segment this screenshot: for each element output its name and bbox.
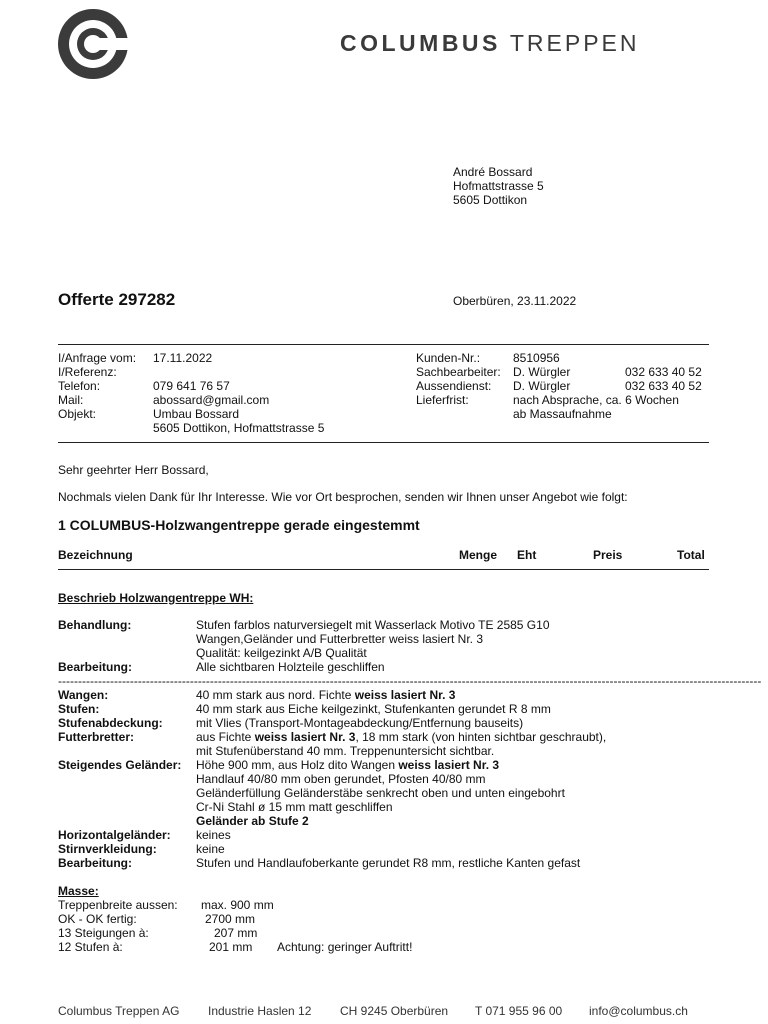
futterbretter-label: Futterbretter:: [58, 730, 135, 744]
info-label: Lieferfrist:: [416, 393, 469, 407]
info-value: D. Würgler: [513, 365, 571, 379]
item-title: 1 COLUMBUS-Holzwangentreppe gerade eingestemmt: [58, 517, 420, 533]
offer-title: Offerte 297282: [58, 290, 176, 309]
columbus-logo: [57, 8, 129, 80]
col-eht: Eht: [517, 548, 537, 562]
masse-note: Achtung: geringer Auftritt!: [277, 940, 413, 954]
horizontal-value: keines: [196, 828, 231, 842]
behandlung-line: Stufen farblos naturversiegelt mit Wasserlack Motivo TE 2585 G10: [196, 618, 550, 632]
masse-value: max. 900 mm: [201, 898, 274, 912]
info-label: Kunden-Nr.:: [416, 351, 481, 365]
futter-text-post: , 18 mm stark (von hinten sichtbar geschraubt),: [355, 730, 607, 744]
masse-label: OK - OK fertig:: [58, 912, 137, 926]
info-label: Mail:: [58, 393, 84, 407]
info-value: D. Würgler: [513, 379, 571, 393]
footer-city: CH 9245 Oberbüren: [340, 1004, 449, 1018]
info-value: 17.11.2022: [153, 351, 213, 365]
masse-label: 13 Steigungen à:: [58, 926, 149, 940]
divider-top: [58, 344, 709, 345]
col-menge: Menge: [459, 548, 498, 562]
info-phone: 032 633 40 52: [625, 365, 702, 379]
info-label: Aussendienst:: [416, 379, 492, 393]
gelaender-value: [196, 758, 499, 772]
gelaender-text: Höhe 900 mm, aus Holz dito Wangen: [196, 758, 399, 772]
masse-label: Treppenbreite aussen:: [58, 898, 178, 912]
futter-text: aus Fichte: [196, 730, 255, 744]
info-value: 8510956: [513, 351, 560, 365]
info-value-email[interactable]: abossard@gmail.com: [153, 393, 270, 407]
stufen-value: 40 mm stark aus Eiche keilgezinkt, Stufenkanten gerundet R 8 mm: [196, 702, 551, 716]
col-bezeichnung: Bezeichnung: [58, 548, 133, 562]
col-total: Total: [677, 548, 705, 562]
col-preis: Preis: [593, 548, 623, 562]
footer-phone: T 071 955 96 00: [475, 1004, 563, 1018]
gelaender-line: Geländerfüllung Geländerstäbe senkrecht oben und unten eingebohrt: [196, 786, 565, 800]
gelaender-bold: weiss lasiert Nr. 3: [398, 758, 500, 772]
gelaender-label: Steigendes Geländer:: [58, 758, 182, 772]
masse-value: 207 mm: [214, 926, 258, 940]
futterbretter-line2: mit Stufenüberstand 40 mm. Treppenuntersicht sichtbar.: [196, 744, 495, 758]
info-value: nach Absprache, ca. 6 Wochen: [513, 393, 679, 407]
bearbeitung2-value: Stufen und Handlaufoberkante gerundet R8 mm, restliche Kanten gefast: [196, 856, 581, 870]
behandlung-label: Behandlung:: [58, 618, 132, 632]
wangen-text: 40 mm stark aus nord. Fichte: [196, 688, 355, 702]
salutation: Sehr geehrter Herr Bossard,: [58, 463, 209, 477]
info-value: ab Massaufnahme: [513, 407, 612, 421]
wangen-value: [196, 688, 455, 702]
bearbeitung-value: Alle sichtbaren Holzteile geschliffen: [196, 660, 385, 674]
masse-title: Masse:: [58, 884, 99, 898]
separator-dashes: --------------------------------------------------------------------------------------------------------------------------------------------------------------------------------: [58, 674, 762, 688]
stufenabdeckung-value: mit Vlies (Transport-Montageabdeckung/Entfernung bauseits): [196, 716, 524, 730]
section-title: Beschrieb Holzwangentreppe WH:: [58, 591, 254, 605]
futterbretter-value: [196, 730, 606, 744]
stirn-value: keine: [196, 842, 225, 856]
recipient-name: André Bossard: [453, 165, 533, 179]
wangen-label: Wangen:: [58, 688, 109, 702]
divider-table: [58, 569, 709, 570]
masse-value: 201 mm: [209, 940, 253, 954]
brand-wordmark: [340, 30, 640, 57]
bearbeitung2-label: Bearbeitung:: [58, 856, 133, 870]
behandlung-line: Qualität: keilgezinkt A/B Qualität: [196, 646, 367, 660]
divider-info: [58, 442, 709, 443]
stufen-label: Stufen:: [58, 702, 100, 716]
masse-value: 2700 mm: [205, 912, 256, 926]
footer-company: Columbus Treppen AG: [58, 1004, 180, 1018]
info-value: 079 641 76 57: [153, 379, 230, 393]
info-label: Objekt:: [58, 407, 97, 421]
info-label: I/Anfrage vom:: [58, 351, 137, 365]
stirn-label: Stirnverkleidung:: [58, 842, 157, 856]
brand-light: TREPPEN: [509, 30, 640, 56]
recipient-street: Hofmattstrasse 5: [453, 179, 544, 193]
bearbeitung-label: Bearbeitung:: [58, 660, 133, 674]
brand-bold: COLUMBUS: [340, 30, 501, 56]
info-label: Telefon:: [58, 379, 101, 393]
intro-text: Nochmals vielen Dank für Ihr Interesse. Wie vor Ort besprochen, senden wir Ihnen unser Angebot wie folgt:: [58, 490, 628, 504]
behandlung-line: Wangen,Geländer und Futterbretter weiss lasiert Nr. 3: [196, 632, 484, 646]
recipient-city: 5605 Dottikon: [453, 193, 528, 207]
info-value: 5605 Dottikon, Hofmattstrasse 5: [153, 421, 325, 435]
gelaender-stufe: Geländer ab Stufe 2: [196, 814, 309, 828]
footer-email[interactable]: info@columbus.ch: [589, 1004, 688, 1018]
info-label: I/Referenz:: [58, 365, 117, 379]
futter-bold: weiss lasiert Nr. 3: [254, 730, 356, 744]
info-value: Umbau Bossard: [153, 407, 240, 421]
horizontal-label: Horizontalgeländer:: [58, 828, 171, 842]
stufenabdeckung-label: Stufenabdeckung:: [58, 716, 163, 730]
gelaender-line: Cr-Ni Stahl ø 15 mm matt geschliffen: [196, 800, 393, 814]
wangen-bold: weiss lasiert Nr. 3: [354, 688, 456, 702]
info-label: Sachbearbeiter:: [416, 365, 501, 379]
info-phone: 032 633 40 52: [625, 379, 702, 393]
gelaender-line: Handlauf 40/80 mm oben gerundet, Pfosten 40/80 mm: [196, 772, 486, 786]
footer-street: Industrie Haslen 12: [208, 1004, 312, 1018]
masse-label: 12 Stufen à:: [58, 940, 123, 954]
place-date: Oberbüren, 23.11.2022: [453, 294, 577, 308]
